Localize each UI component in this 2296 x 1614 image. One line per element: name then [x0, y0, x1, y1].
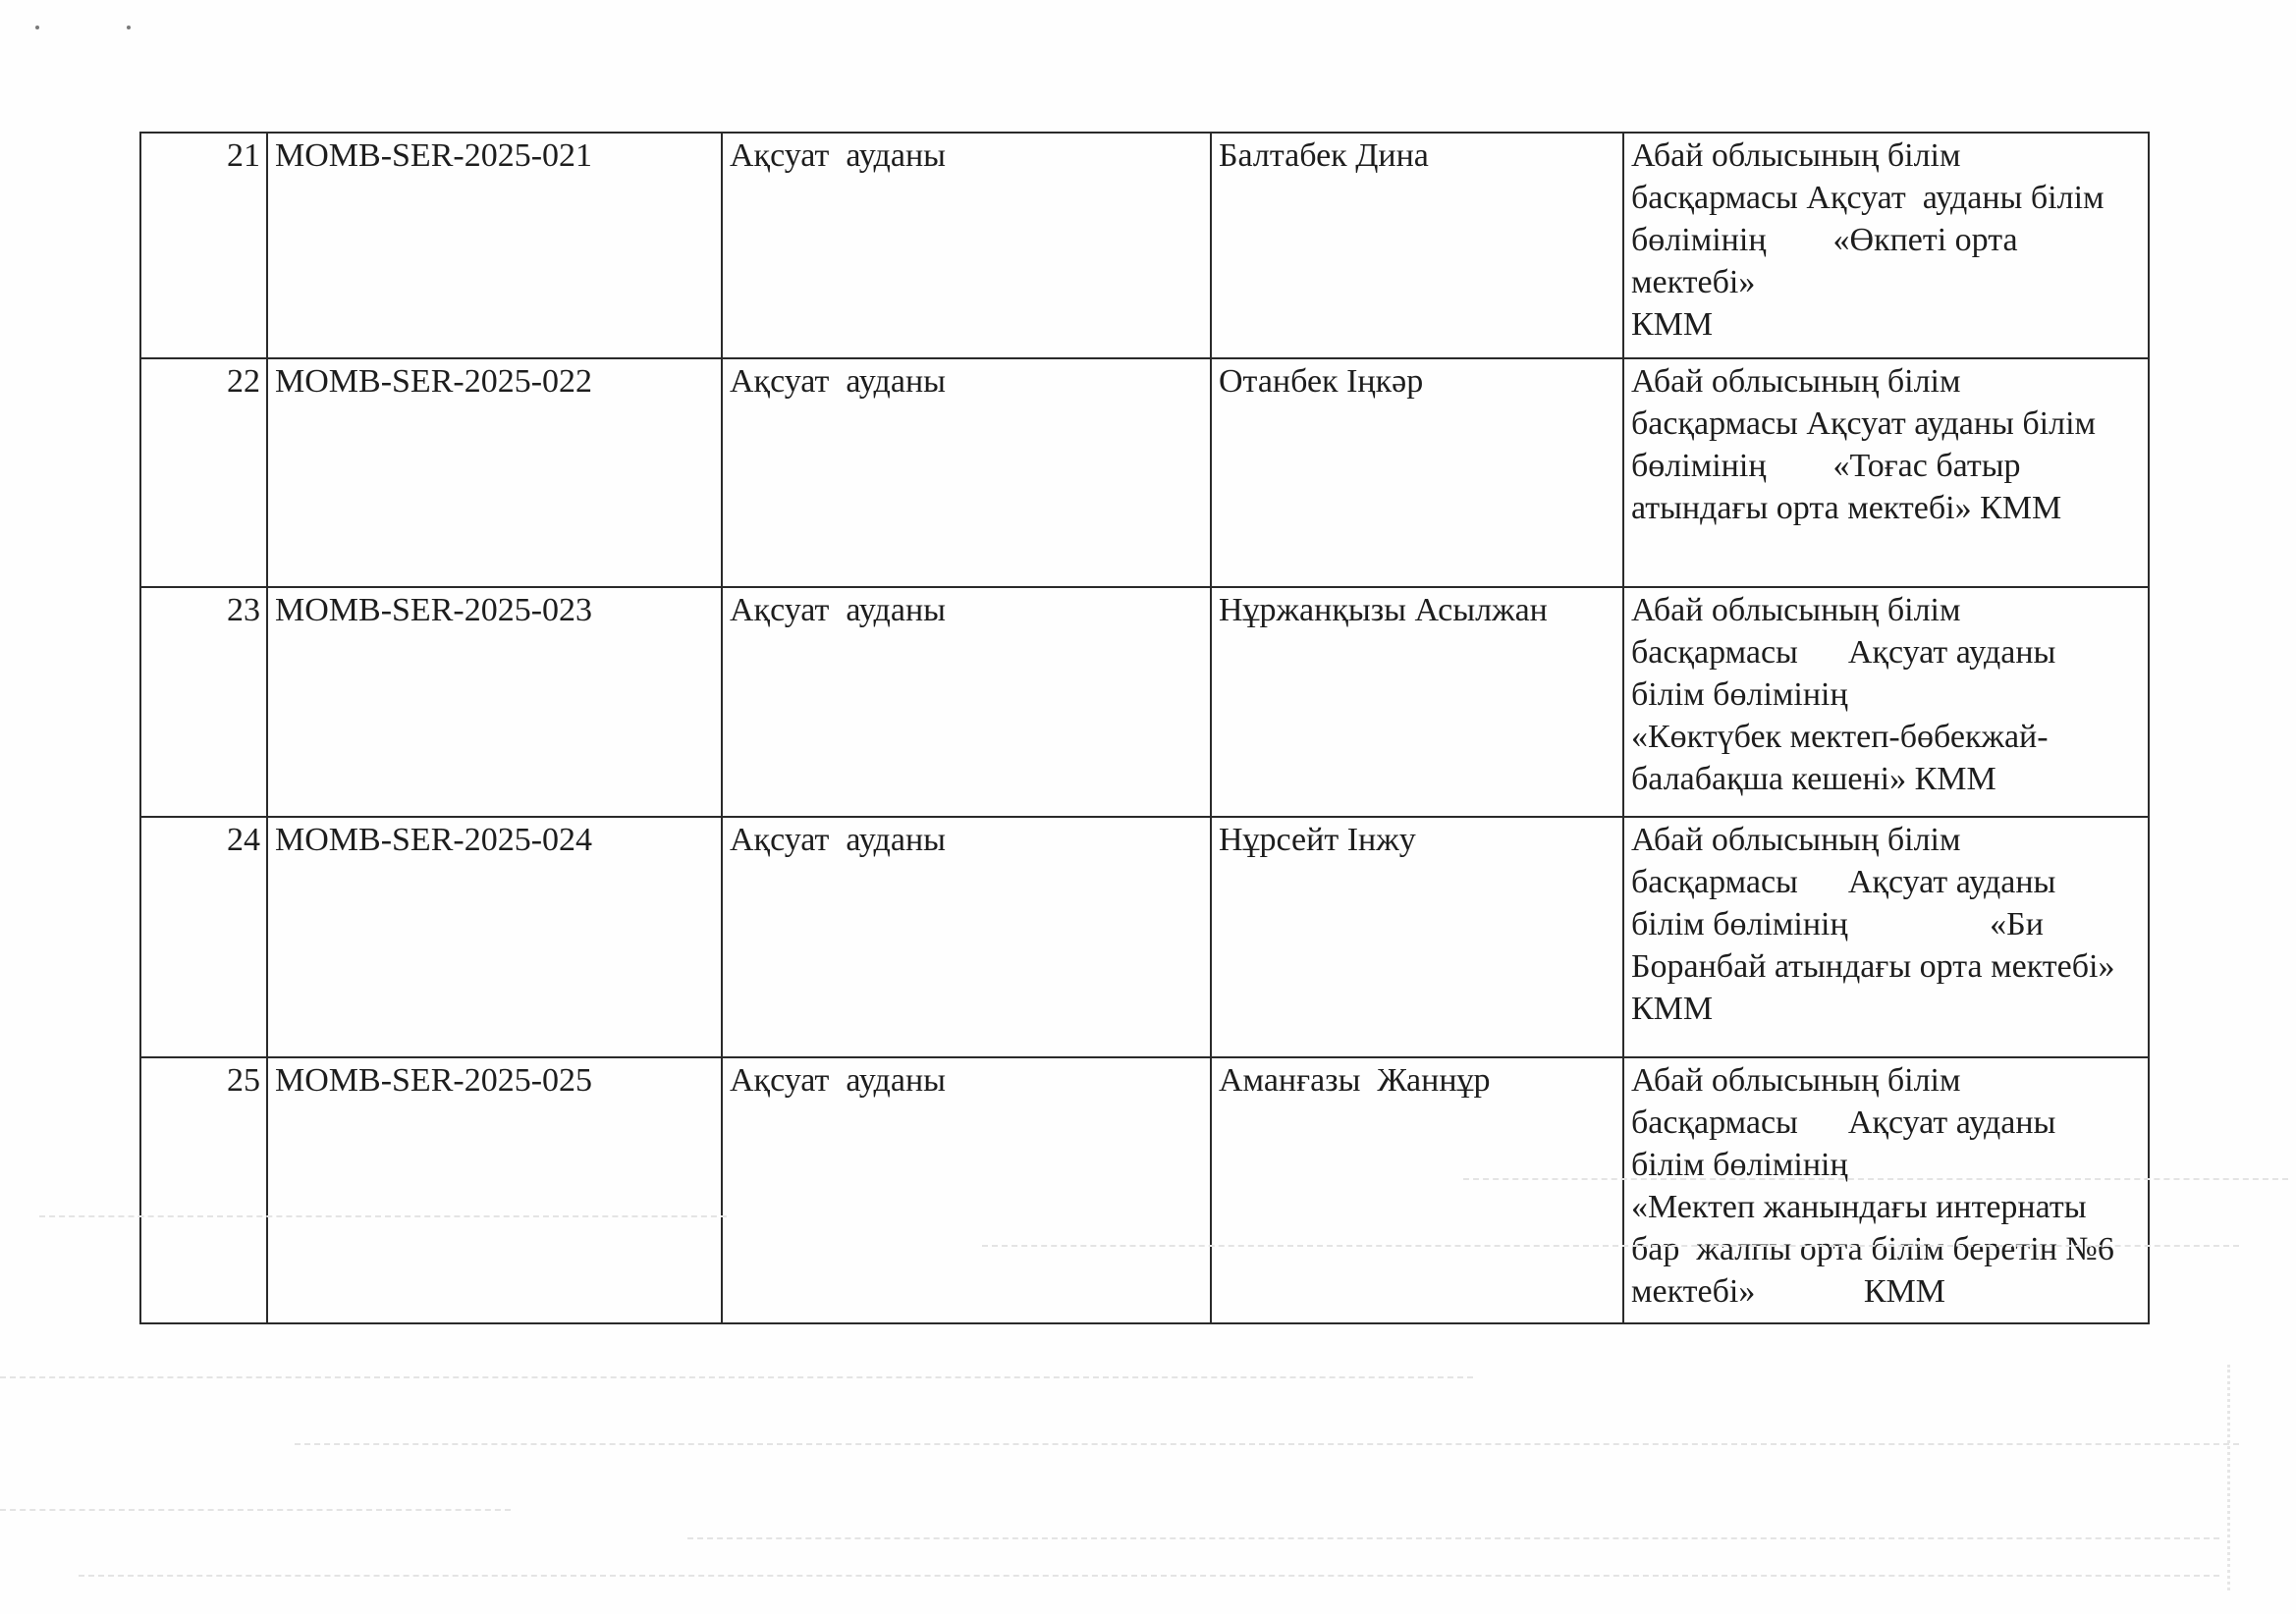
- organization-line: атындағы орта мектебі» КММ: [1631, 490, 2062, 526]
- scan-noise: [0, 1509, 511, 1511]
- organization-line: басқармасы Ақсуат ауданы білім: [1631, 405, 2097, 442]
- organization-line: басқармасы Ақсуат ауданы: [1631, 1104, 2056, 1141]
- table-row: [140, 1057, 2149, 1323]
- organization-line: Абай облысының білім: [1631, 822, 1961, 858]
- scan-noise: [982, 1245, 2239, 1247]
- row-number: 21: [227, 137, 260, 174]
- person-name: Балтабек Дина: [1219, 137, 1429, 174]
- organization-line: басқармасы Ақсуат ауданы: [1631, 634, 2056, 671]
- organization-cell: [1623, 817, 2149, 1057]
- person-cell: [1211, 587, 1623, 817]
- district-cell: [722, 587, 1211, 817]
- district-name: Ақсуат ауданы: [730, 137, 946, 174]
- organization-line: Абай облысының білім: [1631, 592, 1961, 628]
- organization-line: білім бөлімінің: [1631, 676, 1848, 713]
- row-number: 22: [227, 363, 260, 400]
- district-cell: [722, 817, 1211, 1057]
- organization-line: бөлімінің «Өкпеті орта: [1631, 222, 2018, 258]
- person-cell: [1211, 358, 1623, 587]
- organization-line: Боранбай атындағы орта мектебі»: [1631, 948, 2115, 985]
- organization-line: мектебі»: [1631, 264, 1756, 300]
- table-row: [140, 817, 2149, 1057]
- row-number-cell: [140, 587, 267, 817]
- organization-line: Абай облысының білім: [1631, 363, 1961, 400]
- organization-cell: [1623, 1057, 2149, 1323]
- scan-noise: [0, 1376, 1473, 1378]
- table-row: [140, 587, 2149, 817]
- organization-line: балабақша кешені» КММ: [1631, 761, 1996, 797]
- person-name: Нұрсейт Інжу: [1219, 822, 1416, 858]
- code-cell: [267, 817, 722, 1057]
- organization-line: бар жалпы орта білім беретін №6: [1631, 1231, 2114, 1267]
- code-cell: [267, 358, 722, 587]
- scan-speck: [35, 26, 39, 29]
- person-name: Аманғазы Жаннұр: [1219, 1062, 1491, 1099]
- organization-line: Абай облысының білім: [1631, 137, 1961, 174]
- organization-cell: [1623, 133, 2149, 358]
- organization-line: КММ: [1631, 991, 1714, 1027]
- organization-line: бөлімінің «Тоғас батыр: [1631, 448, 2021, 484]
- row-number-cell: [140, 358, 267, 587]
- registration-code: MOMB-SER-2025-024: [275, 822, 593, 858]
- district-cell: [722, 358, 1211, 587]
- district-cell: [722, 1057, 1211, 1323]
- table-row: [140, 358, 2149, 587]
- organization-line: білім бөлімінің «Би: [1631, 906, 2044, 942]
- scan-noise: [2227, 1365, 2230, 1590]
- registry-table: [139, 132, 2150, 1324]
- row-number: 23: [227, 592, 260, 628]
- row-number: 24: [227, 822, 260, 858]
- organization-line: «Көктүбек мектеп-бөбекжай-: [1631, 719, 2049, 755]
- person-name: Отанбек Іңкәр: [1219, 363, 1424, 400]
- row-number-cell: [140, 133, 267, 358]
- organization-line: мектебі» КММ: [1631, 1273, 1946, 1310]
- organization-line: білім бөлімінің: [1631, 1147, 1848, 1183]
- registration-code: MOMB-SER-2025-021: [275, 137, 593, 174]
- organization-line: басқармасы Ақсуат ауданы білім: [1631, 180, 2105, 216]
- organization-line: басқармасы Ақсуат ауданы: [1631, 864, 2056, 900]
- scan-noise: [39, 1215, 727, 1217]
- person-name: Нұржанқызы Асылжан: [1219, 592, 1548, 628]
- organization-cell: [1623, 358, 2149, 587]
- district-name: Ақсуат ауданы: [730, 363, 946, 400]
- district-cell: [722, 133, 1211, 358]
- scan-noise: [79, 1575, 2219, 1577]
- scan-noise: [687, 1537, 2219, 1539]
- district-name: Ақсуат ауданы: [730, 592, 946, 628]
- scan-noise: [1463, 1178, 2288, 1180]
- organization-line: «Мектеп жанындағы интернаты: [1631, 1189, 2087, 1225]
- row-number: 25: [227, 1062, 260, 1099]
- registration-code: MOMB-SER-2025-023: [275, 592, 593, 628]
- scan-noise: [295, 1443, 2239, 1445]
- district-name: Ақсуат ауданы: [730, 822, 946, 858]
- row-number-cell: [140, 817, 267, 1057]
- scan-speck: [127, 26, 131, 29]
- code-cell: [267, 1057, 722, 1323]
- table-row: [140, 133, 2149, 358]
- registration-code: MOMB-SER-2025-025: [275, 1062, 593, 1099]
- person-cell: [1211, 133, 1623, 358]
- organization-line: КММ: [1631, 306, 1714, 343]
- code-cell: [267, 133, 722, 358]
- district-name: Ақсуат ауданы: [730, 1062, 946, 1099]
- code-cell: [267, 587, 722, 817]
- organization-line: Абай облысының білім: [1631, 1062, 1961, 1099]
- registry-table-body: [140, 133, 2149, 1323]
- person-cell: [1211, 817, 1623, 1057]
- registration-code: MOMB-SER-2025-022: [275, 363, 593, 400]
- row-number-cell: [140, 1057, 267, 1323]
- organization-cell: [1623, 587, 2149, 817]
- person-cell: [1211, 1057, 1623, 1323]
